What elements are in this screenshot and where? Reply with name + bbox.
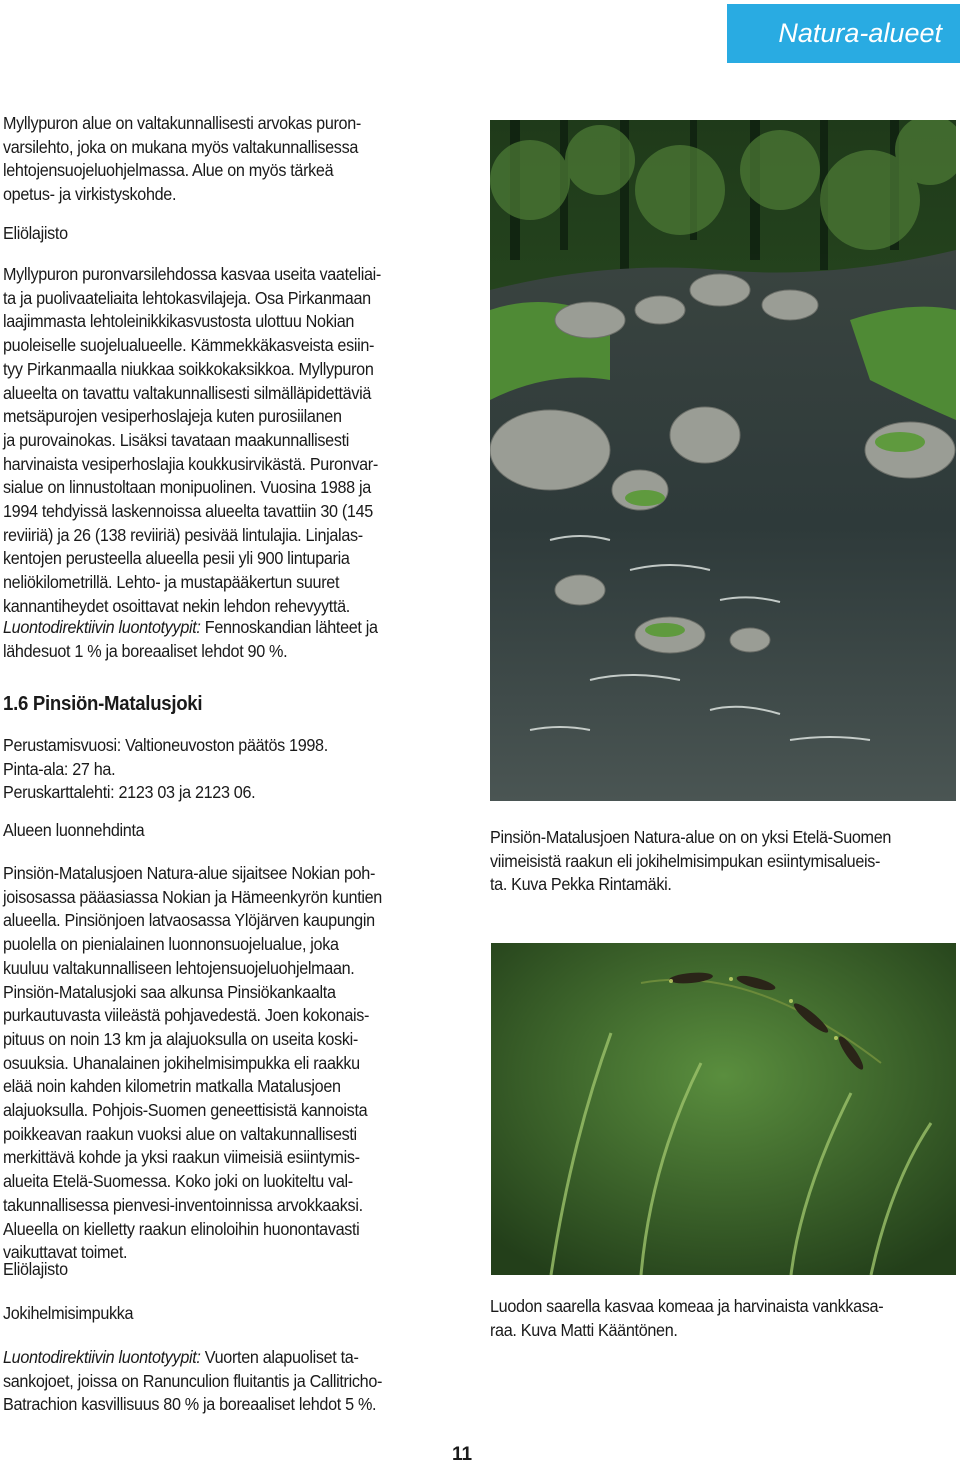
body-line: alueella. Pinsiönjoen latvaosassa Ylöjärven kaupungin: [3, 910, 375, 931]
section-banner: Natura-alueet: [727, 4, 960, 63]
habitat-line: [3, 616, 451, 640]
habitat-line: sankojoet, joissa on Ranunculion fluitantis ja Callitricho-: [3, 1370, 383, 1391]
habitat-line: [3, 1346, 451, 1370]
body-line: ja purovainokas. Lisäksi tavataan maakunnallisesti: [3, 429, 350, 450]
body-line: pituus on noin 13 km ja alajuoksulla on useita koski-: [3, 1028, 358, 1049]
photo-caption: [490, 1295, 927, 1342]
species-paragraph: [3, 263, 451, 619]
habitat-types: [3, 1346, 451, 1417]
body-line: laajimmasta lehtoleinikkikasvustosta ulottuu Nokian: [3, 311, 355, 332]
body-line: purkautuvasta viileästä pohjavedestä. Joen kokonais-: [3, 1005, 370, 1026]
habitat-text: Vuorten alapuoliset ta-: [200, 1347, 359, 1367]
fact-line: Pinta-ala: 27 ha.: [3, 758, 116, 779]
body-line: 1994 tehdyissä laskennoissa alueelta tavattiin 30 (145: [3, 501, 373, 522]
body-line: alajuoksulla. Pohjois-Suomen geneettisistä kannoista: [3, 1100, 368, 1121]
body-line: reviiriä) ja 26 (138 reviiriä) pesivää lintulajia. Linjalas-: [3, 524, 363, 545]
caption-line: ta. Kuva Pekka Rintamäki.: [490, 874, 672, 894]
body-line: elää noin kahden kilometrin matkalla Matalusjoen: [3, 1076, 341, 1097]
body-line: vaikuttavat toimet.: [3, 1242, 128, 1263]
body-line: puoleiselle suojelualueelle. Kämmekkäkasveista esiin-: [3, 335, 375, 356]
body-line: harvinaista vesiperhoslajia koukkusirvikästä. Puronvar-: [3, 453, 378, 474]
body-line: sialue on linnustoltaan monipuolinen. Vuosina 1988 ja: [3, 477, 371, 498]
intro-paragraph: [3, 112, 451, 207]
body-line: kannantiheydet osoittavat nekin lehdon rehevyyttä.: [3, 595, 350, 616]
body-line: merkittävä kohde ja yksi raakun viimeisiä esiintymis-: [3, 1147, 360, 1168]
body-line: kentojen perusteella alueella pesii yli 900 lintuparia: [3, 548, 350, 569]
habitat-label: Luontodirektiivin luontotyypit:: [3, 1347, 201, 1367]
body-line: ta ja puolivaateliaita lehtokasvilajeja. Osa Pirkanmaan: [3, 287, 371, 308]
body-line: Pinsiön-Matalusjoen Natura-alue sijaitsee Nokian poh-: [3, 863, 376, 883]
facts-list: [3, 734, 451, 805]
caption-line: viimeisistä raakun eli jokihelmisimpukan esiintymisalueis-: [490, 850, 881, 871]
description-heading: Alueen luonnehdinta: [3, 820, 145, 840]
body-line: neliökilometrillä. Lehto- ja mustapääkertun suuret: [3, 572, 340, 593]
body-line: tyy Pirkanmaalla niukkaa soikkokaksikkoa. Myllypuron: [3, 358, 374, 379]
fact-line: Perustamisvuosi: Valtioneuvoston päätös 1998.: [3, 735, 328, 755]
page-number: 11: [452, 1444, 473, 1465]
body-line: poikkeavan raakun vuoksi alue on valtakunnallisesti: [3, 1123, 357, 1144]
species-heading: Eliölajisto: [3, 223, 68, 243]
habitat-label: Luontodirektiivin luontotyypit:: [3, 617, 201, 637]
body-line: alueelta on tavattu valtakunnallisesti silmälläpidettäviä: [3, 382, 372, 403]
habitat-types: [3, 616, 451, 663]
habitat-line: Batrachion kasvillisuus 80 % ja boreaaliset lehdot 5 %.: [3, 1394, 377, 1415]
body-line: puolella on pienialainen luonnonsuojelualue, joka: [3, 934, 339, 955]
body-line: Pinsiön-Matalusjoki saa alkunsa Pinsiökankaalta: [3, 981, 336, 1002]
intro-line: Myllypuron alue on valtakunnallisesti arvokas puron-: [3, 113, 361, 133]
intro-line: lehtojensuojeluohjelmassa. Alue on myös tärkeä: [3, 160, 334, 181]
body-line: osuuksia. Uhanalainen jokihelmisimpukka eli raakku: [3, 1052, 360, 1073]
body-line: kuuluu valtakunnalliseen lehtojensuojeluohjelmaan.: [3, 957, 355, 978]
body-line: metsäpurojen vesiperhoslajeja kuten purosiilanen: [3, 406, 342, 427]
photo-caption: [490, 826, 927, 897]
fact-line: Peruskarttalehti: 2123 03 ja 2123 06.: [3, 782, 256, 803]
section-title: 1.6 Pinsiön-Matalusjoki: [3, 693, 203, 715]
river-illustration: [490, 120, 956, 801]
body-line: Myllypuron puronvarsilehdossa kasvaa useita vaateliai-: [3, 264, 381, 284]
body-line: Alueella on kielletty raakun elinoloihin huonontavasti: [3, 1218, 360, 1239]
caption-line: Pinsiön-Matalusjoen Natura-alue on on yksi Etelä-Suomen: [490, 827, 892, 847]
body-line: alueita Etelä-Suomessa. Koko joki on luokiteltu val-: [3, 1171, 353, 1192]
body-line: takunnallisessa pienvesi-inventoinnissa arvokkaaksi.: [3, 1194, 363, 1215]
description-paragraph: [3, 862, 451, 1265]
caption-line: raa. Kuva Matti Kääntönen.: [490, 1319, 678, 1340]
intro-line: varsilehto, joka on mukana myös valtakunnallisessa: [3, 136, 359, 157]
caption-line: Luodon saarella kasvaa komeaa ja harvinaista vankkasa-: [490, 1296, 884, 1316]
sedge-illustration: [491, 943, 956, 1275]
species-name: Jokihelmisimpukka: [3, 1303, 134, 1323]
species-heading: Eliölajisto: [3, 1259, 68, 1279]
habitat-line: lähdesuot 1 % ja boreaaliset lehdot 90 %.: [3, 640, 288, 661]
habitat-text: Fennoskandian lähteet ja: [200, 617, 378, 637]
river-photo: [490, 120, 956, 801]
intro-line: opetus- ja virkistyskohde.: [3, 184, 177, 205]
body-line: joisosassa pääasiassa Nokian ja Hämeenkyrön kuntien: [3, 886, 382, 907]
sedge-photo: [491, 943, 956, 1275]
